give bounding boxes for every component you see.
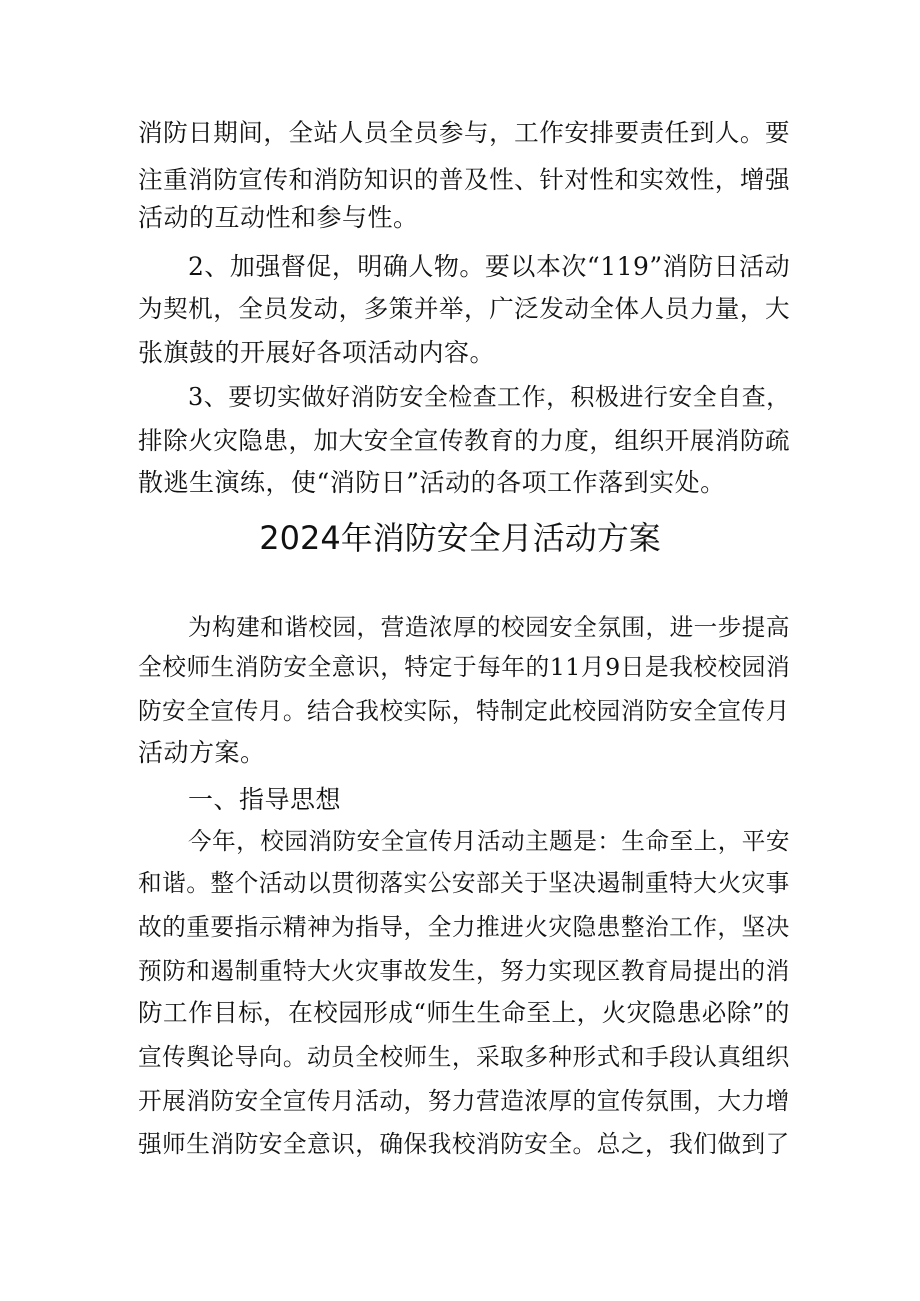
section-heading: 一、指导思想 (188, 785, 342, 814)
paragraph-line: 预防和遏制重特大火灾事故发生，努力实现区教育局提出的消 (138, 957, 790, 985)
paragraph-line: 活动方案。 (138, 738, 266, 767)
paragraph-line: 为构建和谐校园，营造浓厚的校园安全氛围，进一步提高 (188, 613, 790, 641)
document-title: 2024年消防安全月活动方案 (259, 519, 661, 557)
paragraph-line: 和谐。整个活动以贯彻落实公安部关于坚决遏制重特大火灾事 (138, 869, 790, 897)
list-item-2: 2、加强督促，明确人物。要以本次“119”消防日活动 (188, 252, 791, 281)
paragraph-line: 张旗鼓的开展好各项活动内容。 (138, 338, 496, 367)
paragraph-line: 为契机，全员发动，多策并举，广泛发动全体人员力量，大 (138, 294, 791, 323)
paragraph-line: 排除火灾隐患，加大安全宣传教育的力度，组织开展消防疏 (138, 426, 791, 455)
paragraph-line: 防安全宣传月。结合我校实际，特制定此校园消防安全宣传月 (138, 697, 790, 725)
paragraph-line: 故的重要指示精神为指导，全力推进火灾隐患整治工作，坚决 (138, 913, 790, 941)
paragraph-line: 注重消防宣传和消防知识的普及性、针对性和实效性，增强 (138, 165, 791, 194)
paragraph-line: 强师生消防安全意识，确保我校消防安全。总之，我们做到了 (138, 1130, 790, 1158)
paragraph-line: 今年，校园消防安全宣传月活动主题是：生命至上，平安 (188, 827, 790, 855)
paragraph-line: 消防日期间，全站人员全员参与，工作安排要责任到人。要 (138, 118, 791, 147)
paragraph-line: 全校师生消防安全意识，特定于每年的11月9日是我校校园消 (138, 653, 791, 681)
paragraph-line: 活动的互动性和参与性。 (138, 203, 419, 232)
paragraph-line: 宣传舆论导向。动员全校师生，采取多种形式和手段认真组织 (138, 1043, 790, 1071)
paragraph-line: 开展消防安全宣传月活动，努力营造浓厚的宣传氛围，大力增 (138, 1087, 790, 1115)
paragraph-line: 防工作目标，在校园形成“师生生命至上，火灾隐患必除”的 (138, 998, 790, 1027)
list-item-3: 3、要切实做好消防安全检查工作，积极进行安全自查， (188, 383, 791, 411)
paragraph-line: 散逃生演练，使“消防日”活动的各项工作落到实处。 (138, 468, 726, 497)
